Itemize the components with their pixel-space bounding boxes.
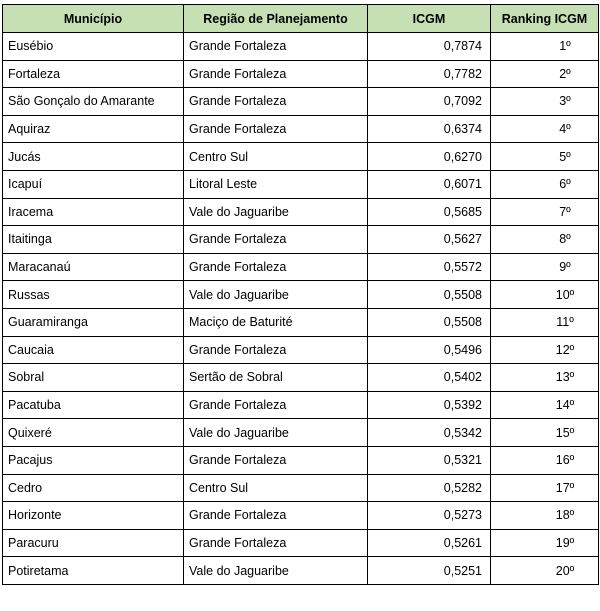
cell-municipio: São Gonçalo do Amarante [3, 88, 184, 116]
header-regiao: Região de Planejamento [184, 5, 368, 33]
table-row [3, 364, 599, 392]
cell-ranking: 8º [491, 226, 599, 254]
cell-icgm: 0,7092 [368, 88, 491, 116]
table-row [3, 143, 599, 171]
cell-ranking: 16º [491, 446, 599, 474]
cell-icgm: 0,6270 [368, 143, 491, 171]
cell-regiao: Grande Fortaleza [184, 336, 368, 364]
cell-ranking: 13º [491, 364, 599, 392]
table-row [3, 253, 599, 281]
cell-ranking: 10º [491, 281, 599, 309]
cell-ranking: 14º [491, 391, 599, 419]
cell-ranking: 2º [491, 60, 599, 88]
icgm-ranking-table [2, 4, 599, 585]
table-row [3, 308, 599, 336]
cell-ranking: 17º [491, 474, 599, 502]
cell-regiao: Sertão de Sobral [184, 364, 368, 392]
cell-icgm: 0,5342 [368, 419, 491, 447]
cell-icgm: 0,7874 [368, 33, 491, 61]
cell-regiao: Centro Sul [184, 474, 368, 502]
cell-regiao: Grande Fortaleza [184, 226, 368, 254]
cell-municipio: Icapuí [3, 170, 184, 198]
table-row [3, 226, 599, 254]
cell-icgm: 0,5402 [368, 364, 491, 392]
cell-ranking: 18º [491, 502, 599, 530]
cell-municipio: Quixeré [3, 419, 184, 447]
cell-icgm: 0,5508 [368, 281, 491, 309]
cell-municipio: Aquiraz [3, 115, 184, 143]
cell-municipio: Horizonte [3, 502, 184, 530]
cell-regiao: Litoral Leste [184, 170, 368, 198]
cell-municipio: Paracuru [3, 529, 184, 557]
cell-regiao: Centro Sul [184, 143, 368, 171]
cell-municipio: Potiretama [3, 557, 184, 585]
table-body [3, 33, 599, 585]
cell-regiao: Maciço de Baturité [184, 308, 368, 336]
cell-regiao: Vale do Jaguaribe [184, 557, 368, 585]
cell-municipio: Guaramiranga [3, 308, 184, 336]
header-row [3, 5, 599, 33]
cell-municipio: Caucaia [3, 336, 184, 364]
cell-municipio: Iracema [3, 198, 184, 226]
cell-municipio: Pacajus [3, 446, 184, 474]
cell-ranking: 15º [491, 419, 599, 447]
cell-icgm: 0,5508 [368, 308, 491, 336]
cell-ranking: 9º [491, 253, 599, 281]
cell-icgm: 0,5261 [368, 529, 491, 557]
cell-regiao: Vale do Jaguaribe [184, 198, 368, 226]
cell-ranking: 12º [491, 336, 599, 364]
cell-icgm: 0,5273 [368, 502, 491, 530]
cell-municipio: Eusébio [3, 33, 184, 61]
cell-municipio: Pacatuba [3, 391, 184, 419]
table-row [3, 391, 599, 419]
cell-municipio: Maracanaú [3, 253, 184, 281]
cell-ranking: 11º [491, 308, 599, 336]
cell-regiao: Grande Fortaleza [184, 391, 368, 419]
cell-ranking: 4º [491, 115, 599, 143]
cell-municipio: Sobral [3, 364, 184, 392]
header-icgm: ICGM [368, 5, 491, 33]
table-row [3, 115, 599, 143]
cell-municipio: Fortaleza [3, 60, 184, 88]
cell-municipio: Itaitinga [3, 226, 184, 254]
cell-municipio: Russas [3, 281, 184, 309]
table-row [3, 419, 599, 447]
cell-ranking: 1º [491, 33, 599, 61]
cell-regiao: Grande Fortaleza [184, 115, 368, 143]
table-row [3, 88, 599, 116]
cell-icgm: 0,5321 [368, 446, 491, 474]
cell-icgm: 0,5572 [368, 253, 491, 281]
cell-regiao: Grande Fortaleza [184, 502, 368, 530]
cell-icgm: 0,5496 [368, 336, 491, 364]
cell-ranking: 5º [491, 143, 599, 171]
cell-ranking: 7º [491, 198, 599, 226]
cell-icgm: 0,5685 [368, 198, 491, 226]
cell-regiao: Grande Fortaleza [184, 529, 368, 557]
table-row [3, 502, 599, 530]
table-row [3, 557, 599, 585]
cell-icgm: 0,5392 [368, 391, 491, 419]
cell-regiao: Vale do Jaguaribe [184, 419, 368, 447]
cell-regiao: Grande Fortaleza [184, 60, 368, 88]
cell-icgm: 0,5282 [368, 474, 491, 502]
header-ranking: Ranking ICGM [491, 5, 599, 33]
table-row [3, 170, 599, 198]
table-row [3, 33, 599, 61]
table-header [3, 5, 599, 33]
cell-municipio: Cedro [3, 474, 184, 502]
cell-regiao: Vale do Jaguaribe [184, 281, 368, 309]
table-row [3, 198, 599, 226]
table-row [3, 336, 599, 364]
cell-icgm: 0,5627 [368, 226, 491, 254]
cell-municipio: Jucás [3, 143, 184, 171]
cell-ranking: 6º [491, 170, 599, 198]
cell-regiao: Grande Fortaleza [184, 446, 368, 474]
cell-icgm: 0,5251 [368, 557, 491, 585]
table-row [3, 60, 599, 88]
table-row [3, 474, 599, 502]
table-row [3, 281, 599, 309]
cell-icgm: 0,6374 [368, 115, 491, 143]
table-row [3, 446, 599, 474]
cell-ranking: 19º [491, 529, 599, 557]
cell-icgm: 0,6071 [368, 170, 491, 198]
header-municipio: Município [3, 5, 184, 33]
cell-icgm: 0,7782 [368, 60, 491, 88]
table-row [3, 529, 599, 557]
cell-regiao: Grande Fortaleza [184, 253, 368, 281]
cell-regiao: Grande Fortaleza [184, 88, 368, 116]
cell-regiao: Grande Fortaleza [184, 33, 368, 61]
cell-ranking: 20º [491, 557, 599, 585]
cell-ranking: 3º [491, 88, 599, 116]
